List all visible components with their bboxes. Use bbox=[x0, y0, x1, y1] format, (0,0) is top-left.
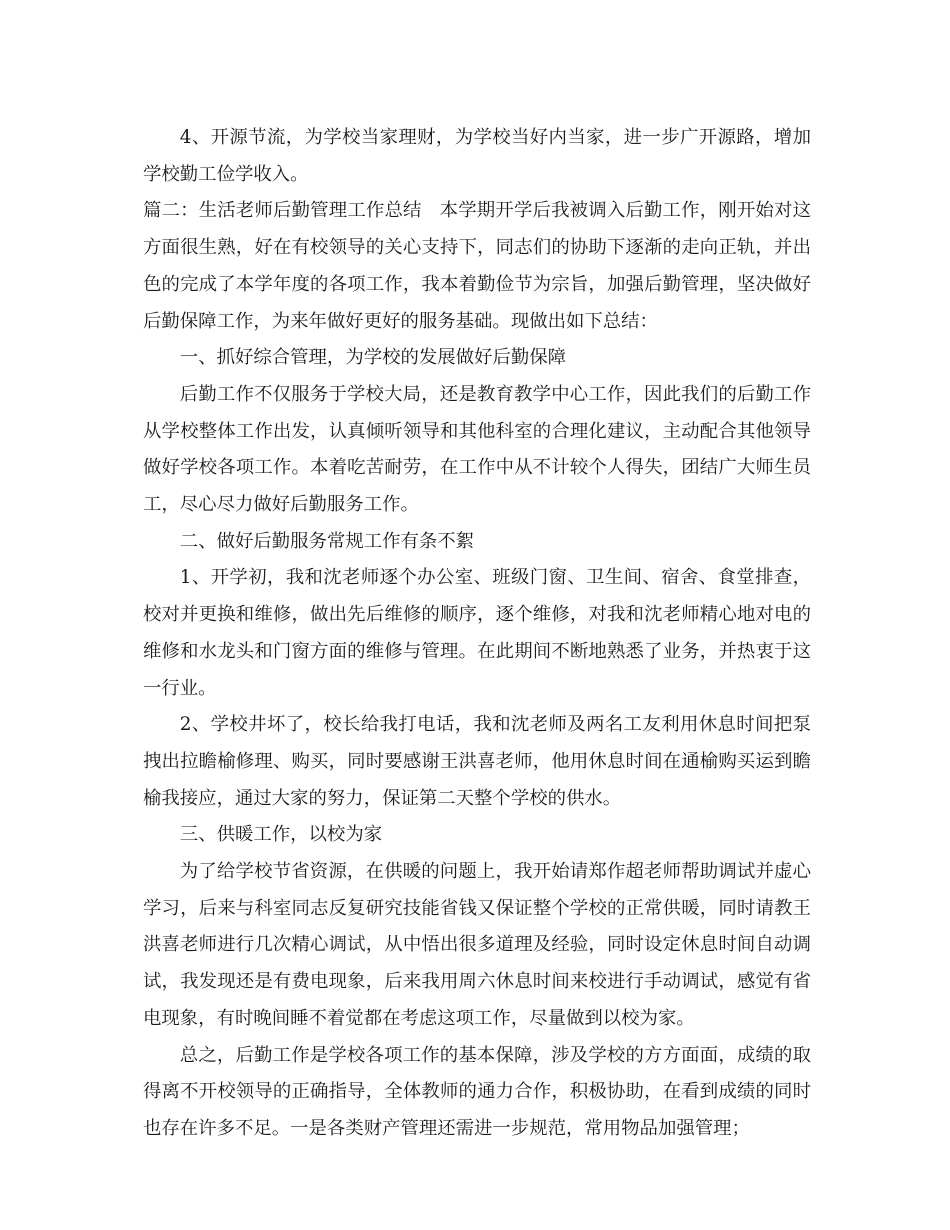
paragraph-logistics-service: 后勤工作不仅服务于学校大局，还是教育教学中心工作，因此我们的后勤工作从学校整体工作出发，认真倾听领导和其他科室的合理化建议，主动配合其他领导做好学校各项工作。本着吃苦耐劳，在工作中从不计较个人得失，团结广大师生员工，尽心尽力做好后勤服务工作。 bbox=[143, 383, 811, 516]
paragraph-maintenance: 1、开学初，我和沈老师逐个办公室、班级门窗、卫生间、宿舍、食堂排查，校对并更换和维修，做出先后维修的顺序，逐个维修，对我和沈老师精心地对电的维修和水龙头和门窗方面的维修与管理。在此期间不断地熟悉了业务，并热衷于这一行业。 bbox=[143, 567, 811, 699]
section-heading-heating: 三、供暖工作，以校为家 bbox=[179, 824, 383, 846]
document-page bbox=[143, 120, 811, 1148]
article-two-intro-text: 本学期开学后我被调入后勤工作，刚开始对这方面很生熟，好在有校领导的关心支持下，同志们的协助下逐渐的走向正轨，并出色的完成了本学年度的各项工作，我本着勤俭节为宗旨，加强后勤管理，坚决做好后勤保障工作，为来年做好更好的服务基础。现做出如下总结： bbox=[143, 200, 811, 332]
paragraph-heating: 为了给学校节省资源，在供暖的问题上，我开始请郑作超老师帮助调试并虚心学习，后来与科室同志反复研究技能省钱又保证整个学校的正常供暖，同时请教王洪喜老师进行几次精心调试，从中悟出很多道理及经验，同时设定休息时间自动调试，我发现还是有费电现象，后来我用周六休息时间来校进行手动调试，感觉有省电现象，有时晚间睡不着觉都在考虑这项工作，尽量做到以校为家。 bbox=[143, 861, 811, 1029]
paragraph-well-repair: 2、学校井坏了，校长给我打电话，我和沈老师及两名工友利用休息时间把泵拽出拉瞻榆修理、购买，同时要感谢王洪喜老师，他用休息时间在通榆购买运到瞻榆我接应，通过大家的努力，保证第二天整个学校的供水。 bbox=[143, 714, 811, 809]
paragraph-summary: 总之，后勤工作是学校各项工作的基本保障，涉及学校的方方面面，成绩的取得离不开校领导的正确指导，全体教师的通力合作，积极协助，在看到成绩的同时也存在许多不足。一是各类财产管理还需进一步规范，常用物品加强管理； bbox=[143, 1044, 811, 1139]
section-heading-comprehensive-management: 一、抓好综合管理，为学校的发展做好后勤保障 bbox=[179, 347, 567, 369]
paragraph-income: 4、开源节流，为学校当家理财，为学校当好内当家，进一步广开源路，增加学校勤工俭学收入。 bbox=[143, 127, 811, 185]
paragraph-article-two-intro bbox=[143, 193, 811, 340]
section-heading-routine-work: 二、做好后勤服务常规工作有条不絮 bbox=[179, 530, 475, 552]
article-two-heading: 篇二：生活老师后勤管理工作总结 bbox=[143, 200, 422, 222]
